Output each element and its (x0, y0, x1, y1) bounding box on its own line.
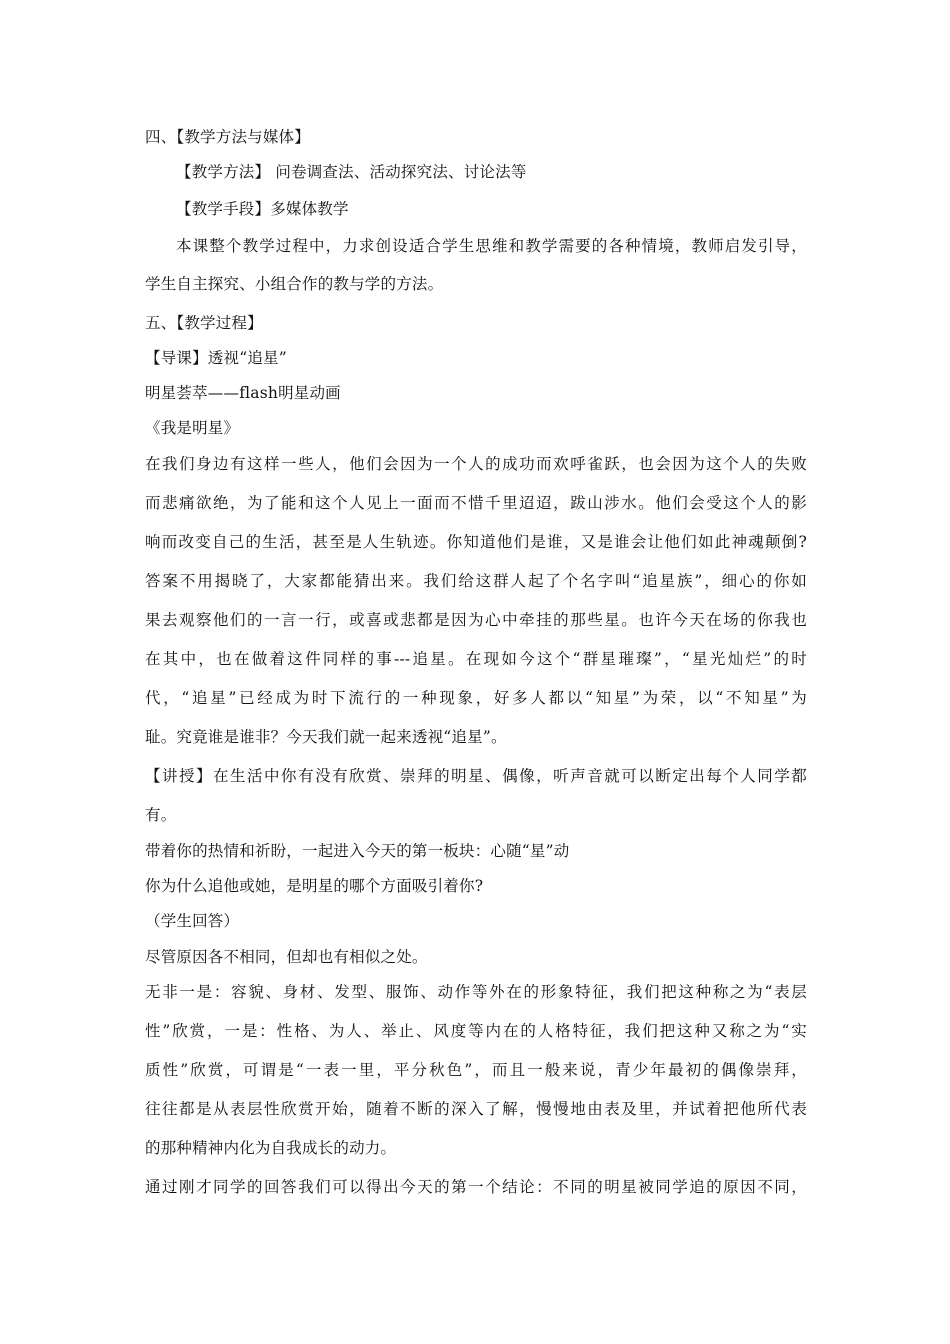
paragraph-line: 答案不用揭晓了，大家都能猜出来。我们给这群人起了个名字叫“追星族”，细心的你如 (145, 572, 807, 590)
paragraph-line: 性”欣赏，一是：性格、为人、举止、风度等内在的人格特征，我们把这种又称之为“实 (145, 1022, 807, 1040)
teaching-methods-line: 【教学方法】 问卷调查法、活动探究法、讨论法等 (176, 163, 527, 181)
paragraph-line: 通过刚才同学的回答我们可以得出今天的第一个结论：不同的明星被同学追的原因不同， (145, 1178, 807, 1196)
section-heading-methods: 四、【教学方法与媒体】 (145, 128, 310, 146)
paragraph-line: 质性”欣赏，可谓是“一表一里，平分秋色”，而且一般来说，青少年最初的偶像崇拜， (145, 1061, 807, 1079)
paragraph-line: 无非一是：容貌、身材、发型、服饰、动作等外在的形象特征，我们把这种称之为“表层 (145, 983, 807, 1001)
text-line: 《我是明星》 (145, 419, 240, 437)
intro-heading: 【导课】透视“追星” (145, 349, 287, 367)
lecture-line: 【讲授】在生活中你有没有欣赏、崇拜的明星、偶像，听声音就可以断定出每个人同学都 (145, 767, 807, 785)
text-line: 尽管原因各不相同，但却也有相似之处。 (145, 948, 428, 966)
paragraph-line: 在其中，也在做着这件同样的事---追星。在现如今这个“群星璀璨”，“星光灿烂”的时 (145, 650, 807, 668)
paragraph-line: 响而改变自己的生活，甚至是人生轨迹。你知道他们是谁，又是谁会让他们如此神魂颠倒? (145, 533, 807, 551)
paragraph-line: 的那种精神内化为自我成长的动力。 (145, 1139, 397, 1157)
text-line: （学生回答） (145, 912, 240, 930)
paragraph-line: 在我们身边有这样一些人，他们会因为一个人的成功而欢呼雀跃，也会因为这个人的失败 (145, 455, 807, 473)
paragraph-line: 耻。究竟谁是谁非？今天我们就一起来透视“追星”。 (145, 728, 507, 746)
paragraph-line: 果去观察他们的一言一行，或喜或悲都是因为心中牵挂的那些星。也许今天在场的你我也 (145, 611, 807, 629)
paragraph-line: 往往都是从表层性欣赏开始，随着不断的深入了解，慢慢地由表及里，并试着把他所代表 (145, 1100, 807, 1118)
text-line: 明星荟萃——flash明星动画 (145, 384, 341, 402)
text-line: 你为什么追他或她，是明星的哪个方面吸引着你? (145, 877, 484, 895)
teaching-means-line: 【教学手段】多媒体教学 (176, 200, 349, 218)
paragraph-line: 代，“追星”已经成为时下流行的一种现象，好多人都以“知星”为荣，以“不知星”为 (145, 689, 807, 707)
lecture-line: 有。 (145, 806, 177, 824)
paragraph-line: 学生自主探究、小组合作的教与学的方法。 (145, 275, 444, 293)
paragraph-line: 本课整个教学过程中，力求创设适合学生思维和教学需要的各种情境，教师启发引导， (176, 237, 807, 255)
paragraph-line: 而悲痛欲绝，为了能和这个人见上一面而不惜千里迢迢，跋山涉水。他们会受这个人的影 (145, 494, 807, 512)
text-line: 带着你的热情和祈盼，一起进入今天的第一板块：心随“星”动 (145, 842, 570, 860)
section-heading-process: 五、【教学过程】 (145, 314, 263, 332)
